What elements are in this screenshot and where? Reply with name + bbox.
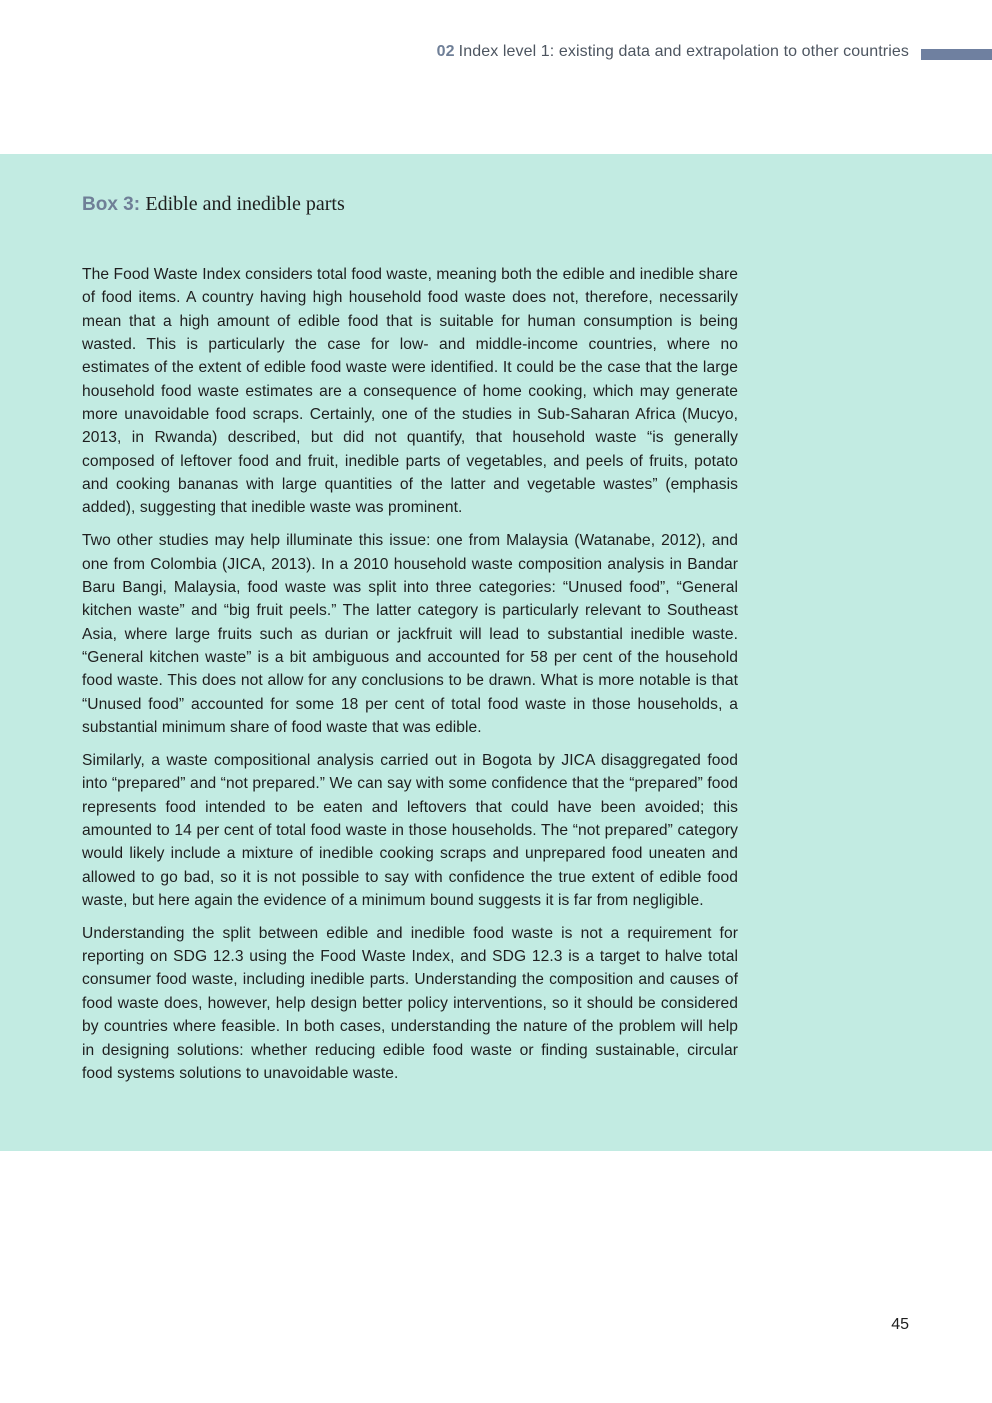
box-paragraph-4: Understanding the split between edible and inedible food waste is not a requirement for reporting on SDG 12.3 using the Food Waste Index, and SDG 12.3 is a target to halve total consumer food waste, including inedible parts. Understanding the composition and causes of food waste does, however, help design better policy interventions, so it should be considered by countries where feasible. In both cases, understanding the nature of the problem will help in designing solutions: whether reducing edible food waste or finding sustainable, circular food systems solutions to unavoidable waste. [82, 924, 738, 1082]
chapter-number: 02 [436, 43, 455, 60]
box-body [82, 263, 738, 1095]
box-paragraph-1: The Food Waste Index considers total food waste, meaning both the edible and inedible share of food items. A country having high household food waste does not, therefore, necessarily mean that a high amount of edible food that is suitable for human consumption is being wasted. This is particularly the case for low- and middle-income countries, where no estimates of the extent of edible food waste were identified. It could be the case that the large household food waste estimates are a consequence of home cooking, which may generate more unavoidable food scraps. Certainly, one of the studies in Sub-Saharan Africa (Mucyo, 2013, in Rwanda) described, but did not quantify, that household waste “is generally composed of leftover food and fruit, inedible parts of vegetables, and peels of fruits, potato and cooking bananas with large quantities of the latter and vegetable wastes” (emphasis added), suggesting that inedible waste was prominent. [82, 266, 738, 517]
running-header [437, 43, 909, 61]
page-number: 45 [891, 1316, 909, 1333]
chapter-title: Index level 1: existing data and extrapolation to other countries [458, 43, 909, 60]
box-paragraph-3: Similarly, a waste compositional analysis carried out in Bogota by JICA disaggregated food into “prepared” and “not prepared.” We can say with some confidence that the “prepared” food represents food intended to be eaten and leftovers that could have been avoided; this amounted to 14 per cent of total food waste in those households. The “not prepared” category would likely include a mixture of inedible cooking scraps and unprepared food uneaten and allowed to go bad, so it is not possible to say with confidence the true extent of edible food waste, but here again the evidence of a minimum bound suggests it is far from negligible. [82, 751, 738, 909]
box-heading [82, 193, 345, 216]
box-title: Edible and inedible parts [145, 193, 345, 215]
box-label: Box 3: [82, 194, 141, 215]
box-paragraph-2: Two other studies may help illuminate this issue: one from Malaysia (Watanabe, 2012), and one from Colombia (JICA, 2013). In a 2010 household waste composition analysis in Bandar Baru Bangi, Malaysia, food waste was split into three categories: “Unused food”, “General kitchen waste” and “big fruit peels.” The latter category is particularly relevant to Southeast Asia, where large fruits such as durian or jackfruit will lead to substantial inedible waste. “General kitchen waste” is a bit ambiguous and accounted for 58 per cent of the household food waste. This does not allow for any conclusions to be drawn. What is more notable is that “Unused food” accounted for some 18 per cent of total food waste in those households, a substantial minimum share of food waste that was edible. [82, 532, 738, 737]
header-accent-bar [921, 49, 992, 60]
